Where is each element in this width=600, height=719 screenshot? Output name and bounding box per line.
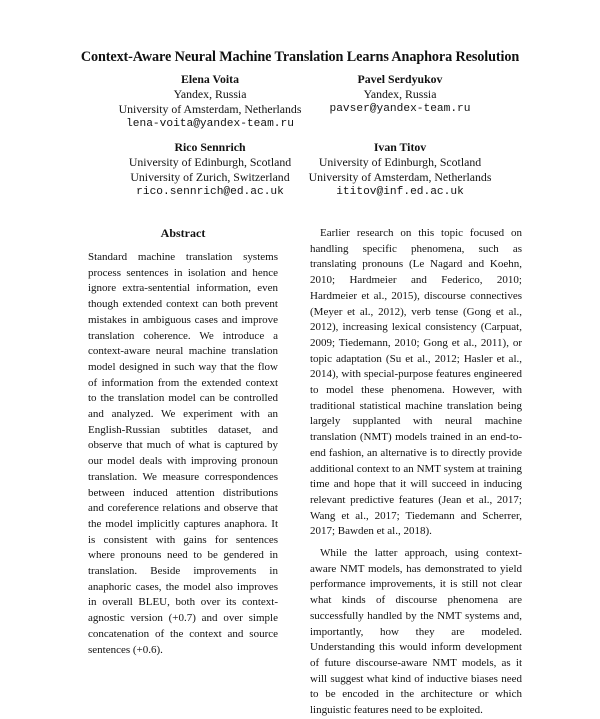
body-paragraph: While the latter approach, using context-aware NMT models, has demonstrated to yield performance improvements, it is still not clear what kinds of discourse phenomena are successfully handled by the NMT systems and, importantly, how they are modeled. Understanding this would inform development of future discourse-aware NMT models, as it will suggest what kind of inductive biases need to be encoded in the architecture or which linguistic features need to be exploited. — [310, 547, 522, 717]
author-name: Ivan Titov — [373, 140, 427, 154]
author-block-voita — [100, 72, 320, 132]
author-name: Rico Sennrich — [174, 140, 246, 154]
author-name: Elena Voita — [180, 72, 240, 86]
author-affiliation: University of Amsterdam, Netherlands — [308, 170, 492, 184]
author-email[interactable]: rico.sennrich@ed.ac.uk — [136, 186, 284, 198]
abstract-column — [88, 250, 278, 656]
paper-title: Context-Aware Neural Machine Translation Learns Anaphora Resolution — [80, 49, 520, 65]
author-affiliation: University of Amsterdam, Netherlands — [118, 102, 302, 116]
abstract-heading: Abstract — [160, 226, 206, 240]
author-affiliation: University of Edinburgh, Scotland — [128, 155, 292, 169]
author-affiliation: Yandex, Russia — [173, 87, 247, 101]
author-name: Pavel Serdyukov — [357, 72, 443, 86]
author-block-sennrich — [100, 140, 320, 200]
author-affiliation: Yandex, Russia — [363, 87, 437, 101]
author-block-serdyukov — [300, 72, 500, 117]
abstract-text: Standard machine translation systems process sentences in isolation and hence ignore extra-sentential information, even though extended context can both prevent mistakes in ambiguous cases and improve translation coherence. We introduce a context-aware neural machine translation model designed in such way that the flow of information from the extended context to the translation model can be controlled and analyzed. We experiment with an English-Russian subtitles dataset, and observe that much of what is captured by our model deals with improving pronoun translation. We measure correspondences between induced attention distributions and coreference relations and observe that the model implicitly captures anaphora. It is consistent with gains for sentences where pronouns need to be gendered in translation. Beside improvements in anaphoric cases, the model also improves in overall BLEU, both over its context-agnostic version (+0.7) and over simple concatenation of the context and source sentences (+0.6). — [88, 251, 278, 656]
introduction-column — [310, 226, 522, 717]
author-email[interactable]: pavser@yandex-team.ru — [329, 103, 471, 115]
author-affiliation: University of Zurich, Switzerland — [130, 170, 290, 184]
author-affiliation: University of Edinburgh, Scotland — [318, 155, 482, 169]
author-email[interactable]: lena-voita@yandex-team.ru — [126, 118, 294, 130]
author-block-titov — [300, 140, 500, 200]
body-paragraph: Earlier research on this topic focused on handling specific phenomena, such as translating pronouns (Le Nagard and Koehn, 2010; Hardmeier and Federico, 2010; Hardmeier et al., 2015), discourse connectives (Meyer et al., 2012), verb tense (Gong et al., 2012), increasing lexical consistency (Carpuat, 2009; Tiedemann, 2010; Gong et al., 2011), or topic adaptation (Su et al., 2012; Hasler et al., 2014), with special-purpose features engineered to model these phenomena. However, with traditional statistical machine translation being largely supplanted with neural machine translation (NMT) models trained in an end-to-end fashion, an alternative is to directly provide additional context to an NMT system at training time and hope that it will succeed in inducing relevant predictive features (Jean et al., 2017; Wang et al., 2017; Tiedemann and Scherrer, 2017; Bawden et al., 2018). — [310, 227, 522, 538]
author-email[interactable]: ititov@inf.ed.ac.uk — [336, 186, 464, 198]
